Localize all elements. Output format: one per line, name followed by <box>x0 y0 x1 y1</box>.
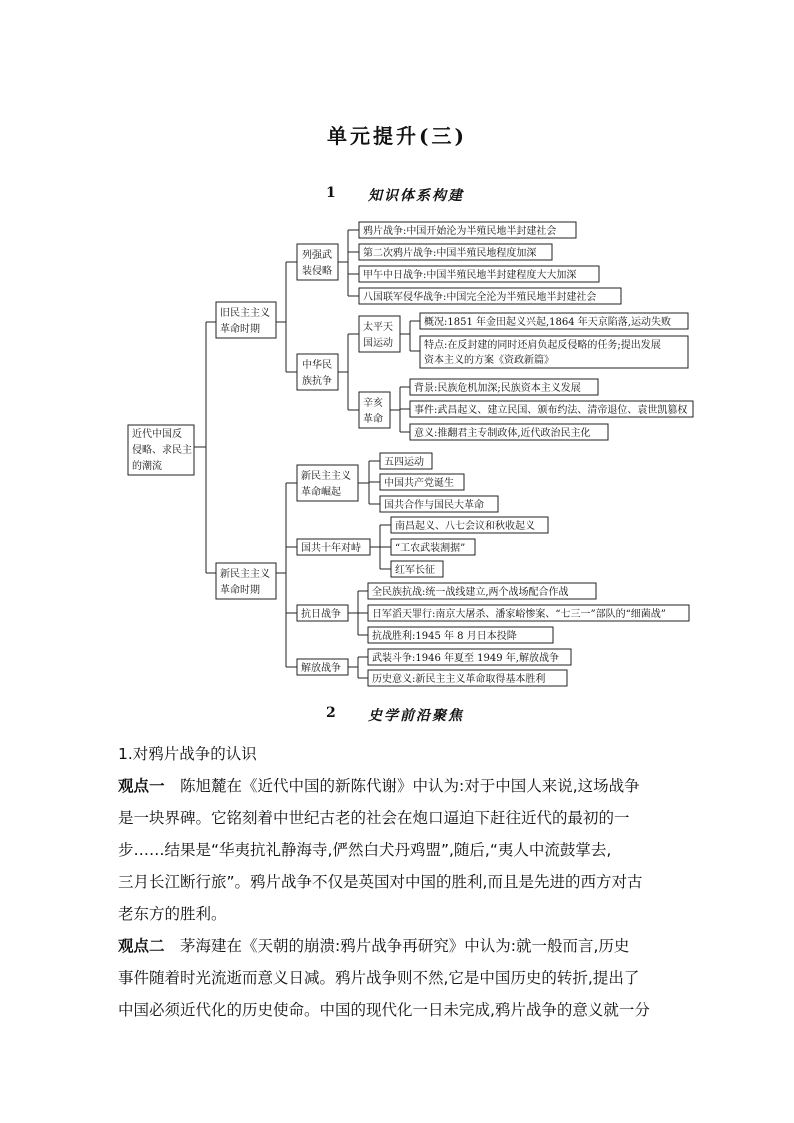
viewpoint-2-line-2: 事件随着时光流逝而意义日减。鸦片战争则不然,它是中国历史的转折,提出了 <box>118 969 640 987</box>
viewpoint-2-line-1: 茅海建在《天朝的崩溃:鸦片战争再研究》中认为:就一般而言,历史 <box>180 937 630 955</box>
root-line-1: 近代中国反 <box>132 429 182 440</box>
leaf-long-march: 红军长征 <box>395 565 435 576</box>
viewpoint-1-line-4: 三月长江断行旅”。鸦片战争不仅是英国对中国的胜利,而且是先进的西方对古 <box>118 873 643 891</box>
new-democratic-rise-label-1: 新民主主义 <box>301 471 351 482</box>
article-body <box>118 738 678 1026</box>
page-title: 单元提升(三) <box>327 124 467 148</box>
leaf-armed-separatism: “工农武装割据” <box>395 543 466 554</box>
xinhai-label-2: 革命 <box>363 414 383 425</box>
viewpoint-1-line-2: 是一块界碑。它铭刻着中世纪古老的社会在炮口逼迫下赶往近代的最初的一 <box>118 809 630 827</box>
viewpoint-2-line-3: 中国必须近代化的历史使命。中国的现代化一日未完成,鸦片战争的意义就一分 <box>118 1001 650 1019</box>
leaf-xinhai-events: 事件:武昌起义、建立民国、颁布约法、清帝退位、袁世凯篡权 <box>414 405 688 416</box>
viewpoint-1-line-3: 步……结果是“华夷抗礼静海寺,俨然白犬丹鸡盟”,随后,“夷人中流鼓掌去, <box>118 841 612 859</box>
national-resistance-label-1: 中华民 <box>302 360 332 371</box>
section-number: 1 <box>326 185 336 201</box>
viewpoint-2 <box>118 930 678 1026</box>
leaf-nanchang-uprising: 南昌起义、八七会议和秋收起义 <box>395 521 535 532</box>
leaf-taiping-overview: 概况:1851 年金田起义兴起,1864 年天京陷落,运动失败 <box>424 317 671 328</box>
root-line-2: 侵略、求民主 <box>132 445 192 456</box>
taiping-label-1: 太平天 <box>363 322 393 333</box>
old-democratic-label-1: 旧民主主义 <box>220 308 270 319</box>
foreign-invasion-label-2: 装侵略 <box>302 266 332 277</box>
leaf-armed-struggle: 武装斗争:1946 年夏至 1949 年,解放战争 <box>372 653 559 664</box>
section-title: 知识体系构建 <box>368 188 464 204</box>
viewpoint-2-label: 观点二 <box>118 937 165 955</box>
leaf-kmt-ccp-cooperation: 国共合作与国民大革命 <box>384 500 484 511</box>
section-number: 2 <box>326 705 336 721</box>
national-resistance-label-2: 族抗争 <box>302 376 332 387</box>
taiping-label-2: 国运动 <box>363 338 393 349</box>
section-title: 史学前沿聚焦 <box>368 708 464 724</box>
foreign-invasion-label-1: 列强武 <box>302 250 332 261</box>
leaf-ccp-founded: 中国共产党诞生 <box>384 478 454 489</box>
leaf-nationwide-resistance: 全民族抗战:统一战线建立,两个战场配合作战 <box>372 587 569 598</box>
leaf-historical-significance: 历史意义:新民主主义革命取得基本胜利 <box>372 674 546 685</box>
leaf-may-fourth: 五四运动 <box>384 457 424 468</box>
leaf-second-opium-war: 第二次鸦片战争:中国半殖民地程度加深 <box>363 248 537 259</box>
leaf-eight-nation-alliance: 八国联军侵华战争:中国完全沦为半殖民地半封建社会 <box>363 292 597 303</box>
leaf-japanese-atrocities: 日军滔天罪行:南京大屠杀、潘家峪惨案、“七三一”部队的“细菌战” <box>372 609 666 620</box>
viewpoint-1 <box>118 770 678 930</box>
viewpoint-1-label: 观点一 <box>118 777 165 795</box>
viewpoint-1-line-5: 老东方的胜利。 <box>118 905 227 923</box>
anti-japanese-war-label: 抗日战争 <box>301 609 341 620</box>
leaf-taiping-feature-2: 资本主义的方案《资政新篇》 <box>424 355 554 366</box>
article-heading: 1.对鸦片战争的认识 <box>118 745 257 763</box>
viewpoint-1-line-1: 陈旭麓在《近代中国的新陈代谢》中认为:对于中国人来说,这场战争 <box>180 777 640 795</box>
liberation-war-label: 解放战争 <box>301 663 341 674</box>
leaf-xinhai-background: 背景:民族危机加深;民族资本主义发展 <box>414 383 581 394</box>
leaf-taiping-feature-1: 特点:在反封建的同时还肩负起反侵略的任务;提出发展 <box>424 340 661 351</box>
ten-year-confrontation-label: 国共十年对峙 <box>301 543 361 554</box>
new-democratic-rise-label-2: 革命崛起 <box>301 487 341 498</box>
leaf-sino-japanese-war: 甲午中日战争:中国半殖民地半封建程度大大加深 <box>363 270 577 281</box>
new-democratic-label-1: 新民主主义 <box>220 569 270 580</box>
old-democratic-label-2: 革命时期 <box>220 324 260 335</box>
leaf-xinhai-significance: 意义:推翻君主专制政体,近代政治民主化 <box>414 428 591 439</box>
root-line-3: 的潮流 <box>132 461 162 472</box>
xinhai-label-1: 辛亥 <box>363 398 383 409</box>
new-democratic-label-2: 革命时期 <box>220 585 260 596</box>
leaf-victory: 抗战胜利:1945 年 8 月日本投降 <box>372 631 517 642</box>
leaf-opium-war: 鸦片战争:中国开始沦为半殖民地半封建社会 <box>363 226 557 237</box>
